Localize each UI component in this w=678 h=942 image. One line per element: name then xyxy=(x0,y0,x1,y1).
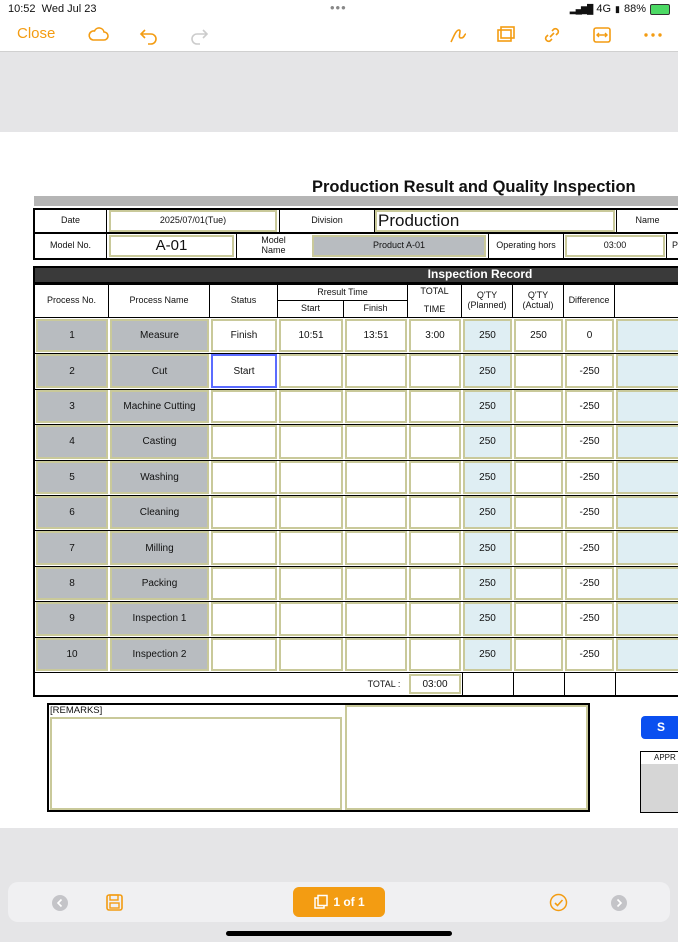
operating-field[interactable]: 03:00 xyxy=(565,235,665,257)
document-sheet xyxy=(0,132,678,828)
lock-icon: ▮ xyxy=(615,3,620,14)
p-label: P xyxy=(666,234,678,258)
cell-no: 6 xyxy=(36,496,108,529)
redo-icon[interactable] xyxy=(188,24,210,46)
status-bar xyxy=(0,0,678,20)
cell-no: 1 xyxy=(36,319,108,352)
save-button[interactable]: S xyxy=(641,716,678,739)
cell-finish[interactable] xyxy=(345,496,407,529)
cell-total[interactable] xyxy=(409,567,461,600)
division-label: Division xyxy=(279,210,375,232)
home-indicator xyxy=(226,931,452,936)
cell-name: Milling xyxy=(110,531,209,564)
multitask-dots[interactable]: ••• xyxy=(330,0,347,15)
cell-extra[interactable] xyxy=(616,602,678,635)
total-field[interactable]: 03:00 xyxy=(409,674,461,694)
cell-name: Casting xyxy=(110,425,209,458)
cell-start[interactable] xyxy=(279,354,343,387)
cell-planned: 250 xyxy=(463,567,512,600)
cell-start[interactable] xyxy=(279,531,343,564)
fit-width-icon[interactable] xyxy=(591,24,613,46)
cell-total[interactable] xyxy=(409,461,461,494)
battery-percent: 88% xyxy=(623,3,646,15)
cell-start[interactable]: 10:51 xyxy=(279,319,343,352)
status-time: 10:52 Wed Jul 23 xyxy=(8,3,97,15)
remarks-field-2[interactable] xyxy=(345,705,588,810)
cell-actual[interactable] xyxy=(514,461,563,494)
page-indicator-button[interactable] xyxy=(293,887,385,917)
cell-total[interactable] xyxy=(409,638,461,671)
cell-actual[interactable] xyxy=(514,425,563,458)
cell-finish[interactable] xyxy=(345,461,407,494)
cell-finish[interactable] xyxy=(345,425,407,458)
cell-status[interactable] xyxy=(211,425,277,458)
cell-name: Packing xyxy=(110,567,209,600)
cell-status[interactable] xyxy=(211,602,277,635)
cell-name: Measure xyxy=(110,319,209,352)
cell-finish[interactable] xyxy=(345,567,407,600)
cell-status[interactable] xyxy=(211,638,277,671)
cell-diff: -250 xyxy=(565,496,614,529)
pages-icon xyxy=(313,894,329,910)
model-no-label: Model No. xyxy=(35,234,107,258)
cell-planned: 250 xyxy=(463,425,512,458)
cell-actual[interactable] xyxy=(514,354,563,387)
pages-icon[interactable] xyxy=(495,24,517,46)
cell-extra[interactable] xyxy=(616,531,678,564)
cell-diff: -250 xyxy=(565,425,614,458)
cell-total[interactable]: 3:00 xyxy=(409,319,461,352)
cell-extra[interactable] xyxy=(616,425,678,458)
cell-diff: -250 xyxy=(565,354,614,387)
network-label: 4G xyxy=(596,3,612,15)
page-indicator-label: 1 of 1 xyxy=(333,895,365,909)
cell-start[interactable] xyxy=(279,390,343,423)
link-icon[interactable] xyxy=(541,24,563,46)
cell-status[interactable] xyxy=(211,567,277,600)
col-result-time: Rresult Time xyxy=(278,285,408,301)
cell-name: Machine Cutting xyxy=(110,390,209,423)
cell-diff: -250 xyxy=(565,461,614,494)
total-label: TOTAL : xyxy=(367,679,401,690)
signal-icon: ▂▄▆█ xyxy=(569,3,593,14)
status-right xyxy=(570,3,670,15)
cell-actual[interactable] xyxy=(514,567,563,600)
cell-actual[interactable] xyxy=(514,531,563,564)
cell-diff: 0 xyxy=(565,319,614,352)
cell-start[interactable] xyxy=(279,425,343,458)
row-divider xyxy=(35,672,678,673)
cell-diff: -250 xyxy=(565,602,614,635)
cell-total[interactable] xyxy=(409,354,461,387)
cell-status[interactable] xyxy=(211,496,277,529)
cell-status[interactable]: Start xyxy=(211,354,277,387)
cell-planned: 250 xyxy=(463,319,512,352)
cell-planned: 250 xyxy=(463,638,512,671)
model-name-label: Model Name xyxy=(236,234,310,258)
cell-status[interactable] xyxy=(211,390,277,423)
col-process-no: Process No. xyxy=(35,285,109,317)
cell-finish[interactable] xyxy=(345,638,407,671)
cell-finish[interactable]: 13:51 xyxy=(345,319,407,352)
date-field[interactable]: 2025/07/01(Tue) xyxy=(109,210,277,232)
cell-planned: 250 xyxy=(463,390,512,423)
cell-extra[interactable] xyxy=(616,461,678,494)
cell-no: 3 xyxy=(36,390,108,423)
col-process-name: Process Name xyxy=(109,285,210,317)
date-label: Date xyxy=(35,210,107,232)
cell-actual[interactable] xyxy=(514,602,563,635)
document-title: Production Result and Quality Inspection xyxy=(312,178,636,196)
inspection-record-title: Inspection Record xyxy=(33,266,678,284)
model-no-field[interactable]: A-01 xyxy=(109,235,234,257)
cell-no: 9 xyxy=(36,602,108,635)
name-label: Name xyxy=(616,210,678,232)
page-gutter xyxy=(0,52,678,132)
previous-page-icon[interactable] xyxy=(51,894,69,912)
cell-actual[interactable] xyxy=(514,638,563,671)
col-qty-actual: Q'TY (Actual) xyxy=(513,285,564,317)
header-divider xyxy=(35,317,678,318)
col-status: Status xyxy=(210,285,278,317)
cell-actual[interactable] xyxy=(514,390,563,423)
cell-finish[interactable] xyxy=(345,531,407,564)
cell-planned: 250 xyxy=(463,531,512,564)
cell-planned: 250 xyxy=(463,461,512,494)
cell-total[interactable] xyxy=(409,496,461,529)
cell-status[interactable] xyxy=(211,531,277,564)
cell-extra[interactable] xyxy=(616,567,678,600)
cell-status[interactable]: Finish xyxy=(211,319,277,352)
cell-actual[interactable]: 250 xyxy=(514,319,563,352)
close-button[interactable]: Close xyxy=(17,25,56,42)
cell-diff: -250 xyxy=(565,531,614,564)
cell-diff: -250 xyxy=(565,638,614,671)
cell-finish[interactable] xyxy=(345,390,407,423)
cell-no: 5 xyxy=(36,461,108,494)
cell-planned: 250 xyxy=(463,354,512,387)
cell-name: Inspection 1 xyxy=(110,602,209,635)
approval-label: APPR xyxy=(641,752,678,764)
col-start: Start xyxy=(278,301,344,317)
col-qty-planned: Q'TY (Planned) xyxy=(462,285,513,317)
bottom-bar xyxy=(8,882,670,922)
division-field[interactable]: Production xyxy=(375,210,615,232)
cell-name: Washing xyxy=(110,461,209,494)
cell-extra[interactable] xyxy=(616,354,678,387)
cell-name: Cut xyxy=(110,354,209,387)
cloud-icon[interactable] xyxy=(87,24,109,46)
cell-start[interactable] xyxy=(279,602,343,635)
cell-no: 8 xyxy=(36,567,108,600)
cell-planned: 250 xyxy=(463,496,512,529)
cell-status[interactable] xyxy=(211,461,277,494)
remarks-field[interactable] xyxy=(50,717,342,810)
col-difference: Difference xyxy=(564,285,615,317)
cell-no: 2 xyxy=(36,354,108,387)
save-icon[interactable] xyxy=(105,893,124,912)
pen-icon[interactable] xyxy=(447,24,469,46)
total-sep-2 xyxy=(513,673,514,695)
cell-diff: -250 xyxy=(565,567,614,600)
undo-icon[interactable] xyxy=(138,24,160,46)
model-name-field[interactable]: Product A-01 xyxy=(312,235,486,257)
cell-total[interactable] xyxy=(409,390,461,423)
cell-name: Cleaning xyxy=(110,496,209,529)
cell-diff: -250 xyxy=(565,390,614,423)
cell-extra[interactable] xyxy=(616,319,678,352)
title-bar xyxy=(34,196,678,206)
cell-start[interactable] xyxy=(279,567,343,600)
cell-start[interactable] xyxy=(279,461,343,494)
cell-finish[interactable] xyxy=(345,602,407,635)
total-sep-4 xyxy=(615,673,616,695)
total-sep-1 xyxy=(462,673,463,695)
total-sep-3 xyxy=(564,673,565,695)
col-finish: Finish xyxy=(344,301,408,317)
remarks-label: [REMARKS] xyxy=(50,704,103,716)
cell-no: 4 xyxy=(36,425,108,458)
app-toolbar xyxy=(0,20,678,52)
checkmark-icon[interactable] xyxy=(549,893,568,912)
more-icon[interactable] xyxy=(642,24,664,46)
cell-start[interactable] xyxy=(279,638,343,671)
cell-planned: 250 xyxy=(463,602,512,635)
cell-extra[interactable] xyxy=(616,496,678,529)
cell-total[interactable] xyxy=(409,425,461,458)
next-page-icon[interactable] xyxy=(610,894,628,912)
cell-actual[interactable] xyxy=(514,496,563,529)
cell-extra[interactable] xyxy=(616,390,678,423)
cell-start[interactable] xyxy=(279,496,343,529)
cell-no: 10 xyxy=(36,638,108,671)
cell-extra[interactable] xyxy=(616,638,678,671)
cell-total[interactable] xyxy=(409,531,461,564)
operating-label: Operating hors xyxy=(488,234,564,258)
cell-total[interactable] xyxy=(409,602,461,635)
battery-icon xyxy=(650,4,670,15)
cell-no: 7 xyxy=(36,531,108,564)
cell-finish[interactable] xyxy=(345,354,407,387)
col-total-time: TOTAL TIME xyxy=(408,285,462,317)
cell-name: Inspection 2 xyxy=(110,638,209,671)
